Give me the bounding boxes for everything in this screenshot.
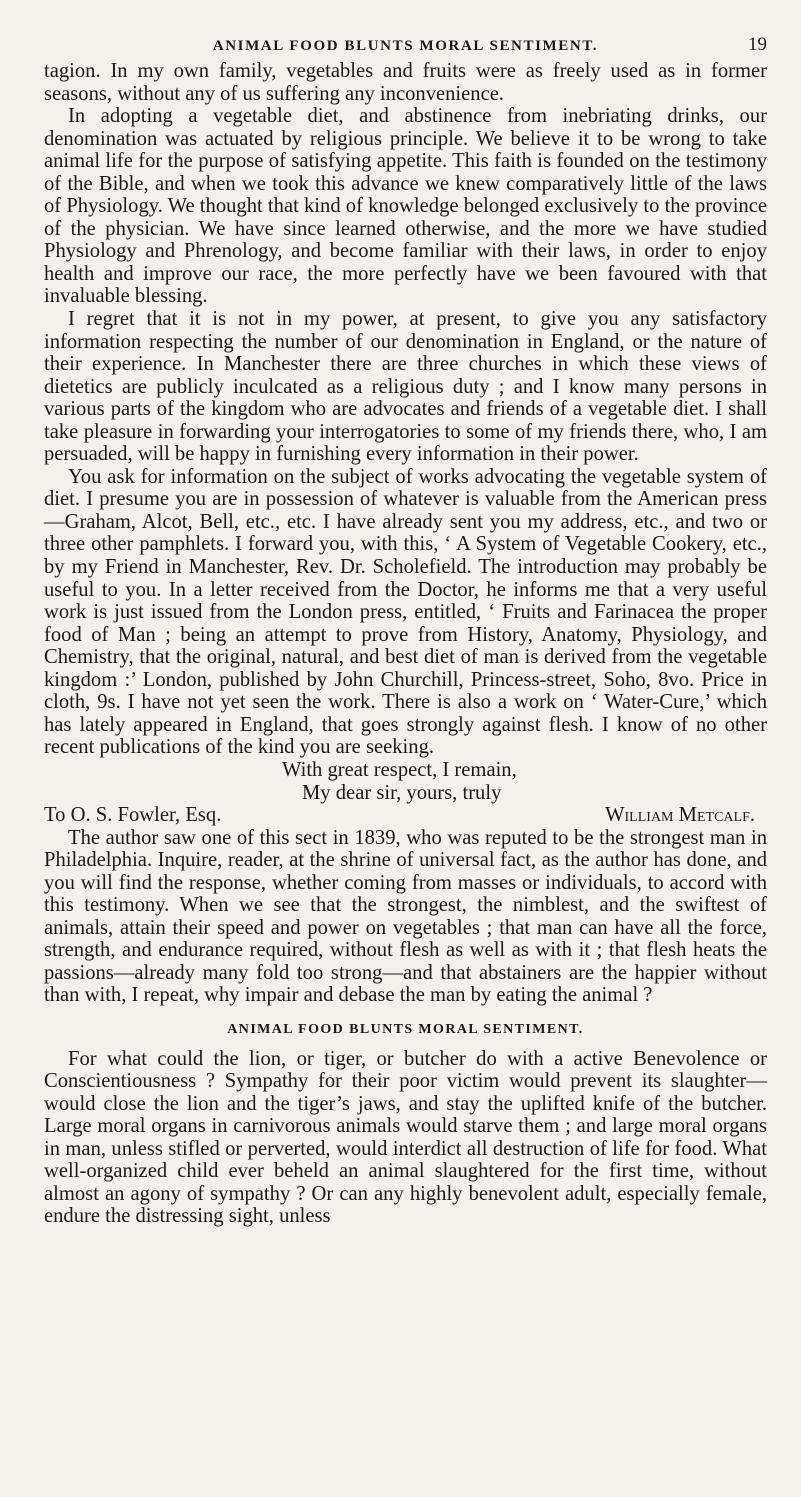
signature: William Metcalf. (605, 804, 755, 827)
paragraph: You ask for information on the subject of works advocating the vegetable system of diet. I presume you are in possession of whatever is valuable from the American press—Graham, Alcot, Bell, etc., etc. I have already sent you my address, etc., and two or three other pamphlets. I forward you, with this, ‘ A System of Vegetable Cookery, etc., by my Friend in Manchester, Rev. Dr. Scholefield. The introduction may probably be useful to you. In a letter received from the Doctor, he informs me that a very useful work is just issued from the London press, entitled, ‘ Fruits and Farinacea the proper food of Man ; being an attempt to prove from History, Anatomy, Physiology, and Chemistry, that the original, natural, and best diet of man is derived from the vegetable kingdom :’ London, published by John Churchill, Princess-street, Soho, 8vo. Price in cloth, 9s. I have not yet seen the work. There is also a work on ‘ Water-Cure,’ which has lately appeared in England, that goes strongly against flesh. I know of no other recent publications of the kind you are seeking. (44, 465, 767, 759)
running-head-title: ANIMAL FOOD BLUNTS MORAL SENTIMENT. (212, 38, 599, 54)
letter-closing (44, 759, 767, 827)
paragraph: tagion. In my own family, vegetables and fruits were as freely used as in former seasons, without any of us suffering any inconvenience. (44, 60, 767, 105)
addressee: To O. S. Fowler, Esq. (44, 804, 222, 827)
section-heading: ANIMAL FOOD BLUNTS MORAL SENTIMENT. (227, 1021, 584, 1037)
paragraph: I regret that it is not in my power, at present, to give you any satisfactory information respecting the number of our denomination in England, or the nature of their experience. In Manchester there are three churches in which these views of dietetics are publicly inculcated as a religious duty ; and I know many persons in various parts of the kingdom who are advocates and friends of a vegetable diet. I shall take pleasure in forwarding your interrogatories to some of my friends there, who, I am persuaded, will be happy in furnishing every information in their power. (44, 308, 767, 466)
running-head (44, 0, 767, 60)
closing-line: With great respect, I remain, (282, 758, 517, 781)
signature-line (44, 804, 767, 827)
closing-line: My dear sir, yours, truly (302, 781, 502, 804)
page-number: 19 (748, 34, 767, 55)
paragraph: In adopting a vegetable diet, and abstinence from inebriating drinks, our denomination was actuated by religious principle. We believe it to be wrong to take animal life for the purpose of satisfying appetite. This faith is founded on the testimony of the Bible, and when we took this advance we knew comparatively little of the laws of Physiology. We thought that kind of knowledge belonged exclusively to the province of the physician. We have since learned otherwise, and the more we have studied Physiology and Phrenology, and become familiar with their laws, in order to enjoy health and improve our race, the more perfectly have we been favoured with that invaluable blessing. (44, 105, 767, 308)
body-text (44, 60, 767, 1228)
paragraph: For what could the lion, or tiger, or butcher do with a active Benevolence or Conscientiousness ? Sympathy for their poor victim would prevent its slaughter—would close the lion and the tiger’s jaws, and stay the uplifted knife of the butcher. Large moral organs in carnivorous animals would starve them ; and large moral organs in man, unless stifled or perverted, would interdict all destruction of life for food. What well-organized child ever beheld an animal slaughtered for the first time, without almost an agony of sympathy ? Or can any highly benevolent adult, especially female, endure the distressing sight, unless (44, 1047, 767, 1228)
paragraph: The author saw one of this sect in 1839, who was reputed to be the strongest man in Philadelphia. Inquire, reader, at the shrine of universal fact, as the author has done, and you will find the response, whether coming from masses or individuals, to accord with this testimony. When we see that the strongest, the nimblest, and the swiftest of animals, attain their speed and power on vegetables ; that man can have all the force, strength, and endurance required, without flesh as well as with it ; that flesh heats the passions—already many fold too strong—and that abstainers are the happier without than with, I repeat, why impair and debase the man by eating the animal ? (44, 826, 767, 1007)
